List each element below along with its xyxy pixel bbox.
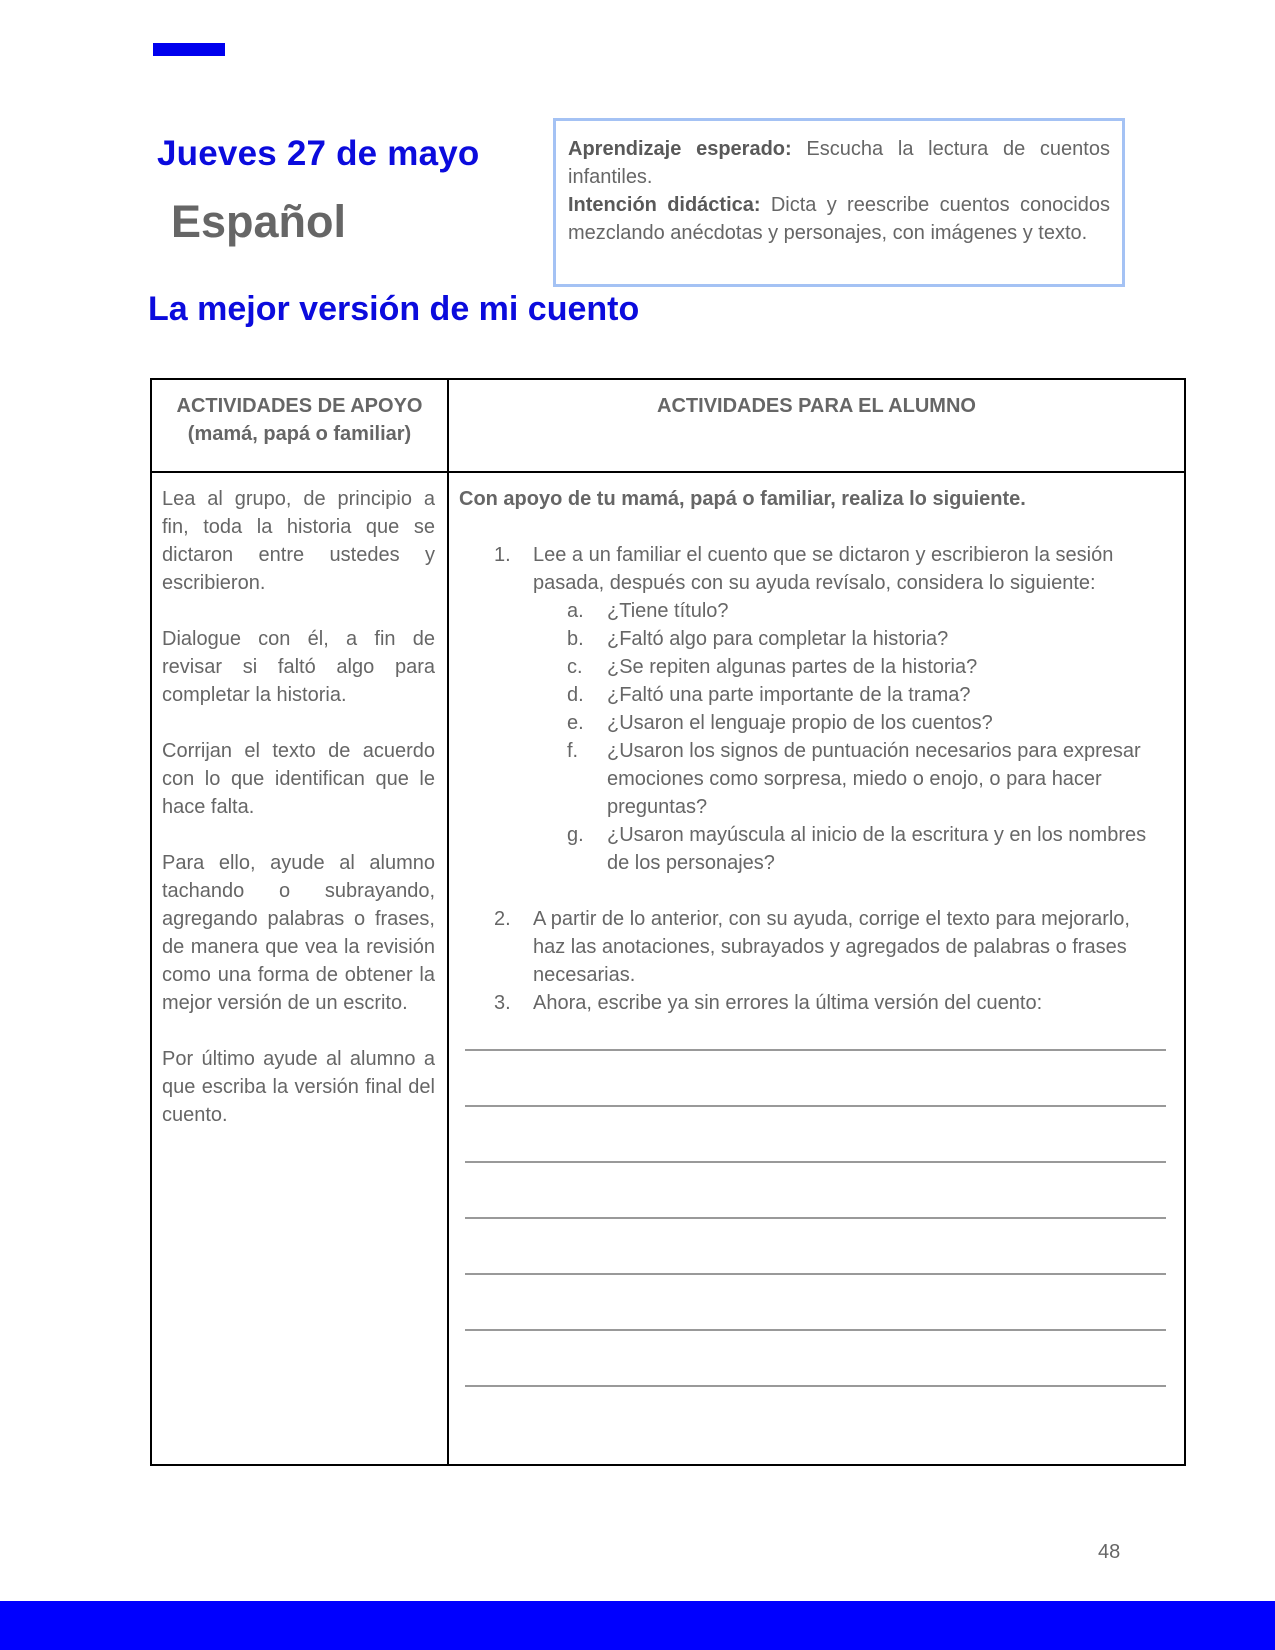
writing-line bbox=[465, 1161, 1166, 1163]
checklist-letter: d. bbox=[567, 684, 584, 706]
header-left-line1: ACTIVIDADES DE APOYO bbox=[176, 395, 423, 417]
checklist-text: ¿Usaron mayúscula al inicio de la escritura y en los nombres de los personajes? bbox=[607, 824, 1147, 874]
steps-list bbox=[459, 541, 1166, 1017]
checklist-letter: c. bbox=[567, 656, 583, 678]
page-number: 48 bbox=[1098, 1541, 1121, 1563]
writing-line bbox=[465, 1329, 1166, 1331]
subject-heading: Español bbox=[171, 196, 347, 247]
writing-line bbox=[465, 1273, 1166, 1275]
lesson-title: La mejor versión de mi cuento bbox=[148, 290, 640, 328]
step-item bbox=[459, 989, 1166, 1017]
checklist-letter: a. bbox=[567, 600, 584, 622]
table-header-row bbox=[151, 379, 1185, 472]
writing-line bbox=[465, 1105, 1166, 1107]
checklist-text: ¿Usaron los signos de puntuación necesarios para expresar emociones como sorpresa, miedo o enojo, o para hacer preguntas? bbox=[607, 740, 1141, 818]
checklist-item bbox=[533, 625, 1166, 653]
support-paragraph: Dialogue con él, a fin de revisar si faltó algo para completar la historia. bbox=[162, 628, 435, 706]
step-item bbox=[459, 541, 1166, 905]
checklist-text: ¿Faltó una parte importante de la trama? bbox=[607, 684, 971, 706]
aprendizaje-esperado bbox=[568, 135, 1110, 191]
table-body-row bbox=[151, 472, 1185, 1465]
checklist-letter: b. bbox=[567, 628, 584, 650]
support-paragraph: Corrijan el texto de acuerdo con lo que identifican que le hace falta. bbox=[162, 740, 435, 818]
aprendizaje-label: Aprendizaje esperado: bbox=[568, 138, 792, 160]
bottom-accent-bar bbox=[0, 1601, 1275, 1650]
header-student-activities: ACTIVIDADES PARA EL ALUMNO bbox=[448, 379, 1185, 472]
support-paragraph: Por último ayude al alumno a que escriba la versión final del cuento. bbox=[162, 1048, 435, 1126]
checklist-text: ¿Faltó algo para completar la historia? bbox=[607, 628, 949, 650]
support-paragraph: Para ello, ayude al alumno tachando o subrayando, agregando palabras o frases, de manera que vea la revisión como una forma de obtener la mejor versión de un escrito. bbox=[162, 852, 435, 1014]
writing-line bbox=[465, 1217, 1166, 1219]
step-number: 1. bbox=[494, 544, 511, 566]
checklist-item bbox=[533, 709, 1166, 737]
student-intro: Con apoyo de tu mamá, papá o familiar, realiza lo siguiente. bbox=[459, 488, 1026, 510]
checklist-item bbox=[533, 597, 1166, 625]
checklist-letter: e. bbox=[567, 712, 584, 734]
writing-area[interactable] bbox=[465, 1049, 1166, 1387]
step-number: 3. bbox=[494, 992, 511, 1014]
checklist-item bbox=[533, 653, 1166, 681]
step-text: A partir de lo anterior, con su ayuda, corrige el texto para mejorarlo, haz las anotaciones, subrayados y agregados de palabras o frases necesarias. bbox=[533, 908, 1130, 986]
activities-table bbox=[150, 378, 1186, 1466]
step-number: 2. bbox=[494, 908, 511, 930]
intencion-text: Dicta y reescribe cuentos conocidos mezclando anécdotas y personajes, con imágenes y texto. bbox=[568, 194, 1110, 244]
header-support-activities bbox=[151, 379, 448, 472]
header-left-line2: (mamá, papá o familiar) bbox=[187, 423, 412, 445]
checklist-letter: f. bbox=[567, 740, 579, 762]
checklist-item bbox=[533, 737, 1166, 821]
checklist-text: ¿Tiene título? bbox=[607, 600, 729, 622]
step-text: Ahora, escribe ya sin errores la última versión del cuento: bbox=[533, 992, 1043, 1014]
checklist-letter: g. bbox=[567, 824, 584, 846]
step-item bbox=[459, 905, 1166, 989]
date-heading: Jueves 27 de mayo bbox=[157, 134, 480, 173]
intencion-label: Intención didáctica: bbox=[568, 194, 761, 216]
writing-line bbox=[465, 1049, 1166, 1051]
checklist-text: ¿Se repiten algunas partes de la historia? bbox=[607, 656, 978, 678]
checklist-text: ¿Usaron el lenguaje propio de los cuentos? bbox=[607, 712, 993, 734]
checklist-item bbox=[533, 681, 1166, 709]
student-activities-cell bbox=[448, 472, 1185, 1465]
intencion-didactica bbox=[568, 191, 1110, 247]
checklist bbox=[533, 597, 1166, 877]
top-accent-bar bbox=[153, 43, 225, 56]
support-paragraph: Lea al grupo, de principio a fin, toda la historia que se dictaron entre ustedes y escribieron. bbox=[162, 488, 435, 594]
step-text: Lee a un familiar el cuento que se dictaron y escribieron la sesión pasada, después con su ayuda revísalo, considera lo siguiente: bbox=[533, 544, 1114, 594]
writing-line bbox=[465, 1385, 1166, 1387]
learning-objectives-box bbox=[553, 118, 1125, 287]
aprendizaje-text: Escucha la lectura de cuentos infantiles. bbox=[568, 138, 1110, 188]
support-activities-cell bbox=[151, 472, 448, 1465]
checklist-item bbox=[533, 821, 1166, 877]
